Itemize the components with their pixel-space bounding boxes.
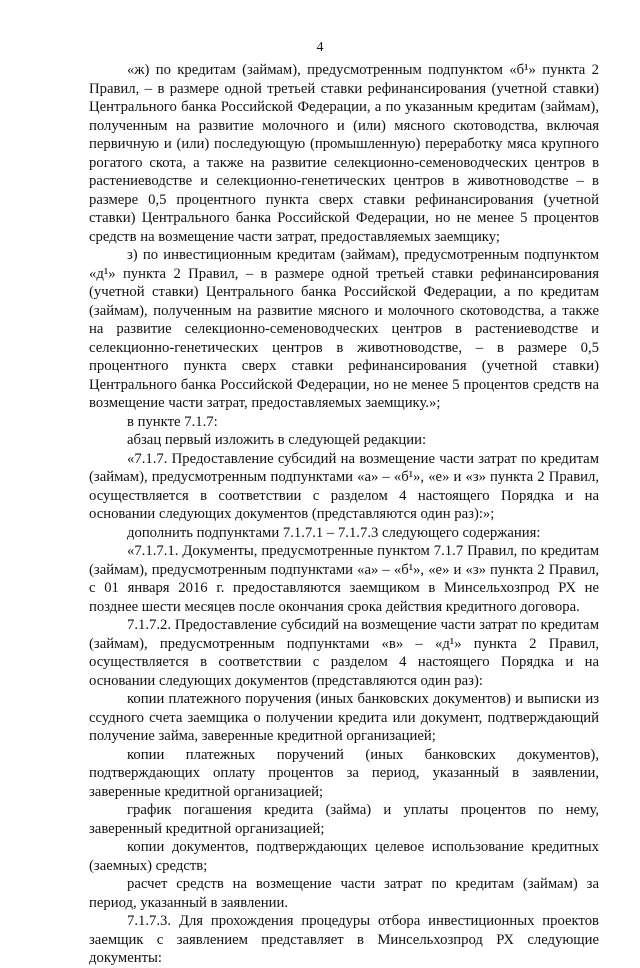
paragraph-z: з) по инвестиционным кредитам (займам), предусмотренным подпунктом «д¹» пункта 2 Правил, – в размере одной третьей ставки рефинансирования (учетной ставки) Центрального банка Российской Федерации, а по кредитам (займам), полученным на развитие мясного и молочного скотоводства, а также на развитие селекционно-семеноводческих центров в растениеводстве и селекционно-генетических центров в животноводстве, – в размере 0,5 процентного пункта сверх ставки рефинансирования (учетной ставки) Центрального банка Российской Федерации, но не менее 5 процентов средств на возмещение части затрат, предоставляемых заемщику.»;	[89, 247, 599, 411]
paragraph-zh: «ж) по кредитам (займам), предусмотренным подпунктом «б¹» пункта 2 Правил, – в размере одной третьей ставки рефинансирования (учетной ставки) Центрального банка Российской Федерации, а по указанным кредитам (займам), полученным на развитие молочного и (или) мясного скотоводства, включая первичную и (или) последующую (промышленную) переработку мяса крупного рогатого скота, а также на развитие селекционно-семеноводческих центров в растениеводстве и селекционно-генетических центров в животноводстве – в размере 0,5 процентного пункта сверх ставки рефинансирования (учетной ставки) Центрального банка Российской Федерации, но не менее 5 процентов средств на возмещение части затрат, предоставляемых заемщику;	[89, 62, 599, 245]
page-number: 4	[316, 40, 324, 55]
list-item-repayment-schedule: график погашения кредита (займа) и уплаты процентов по нему, заверенный кредитной организацией;	[89, 802, 599, 837]
list-item-payment-orders: копии платежного поручения (иных банковских документов) и выписки из ссудного счета заемщика о получении кредита или документ, подтверждающий получение займа, заверенные кредитной организацией;	[89, 691, 599, 744]
paragraph-supplement: дополнить подпунктами 7.1.7.1 – 7.1.7.3 следующего содержания:	[127, 524, 541, 541]
paragraph-7-1-7-2: 7.1.7.2. Предоставление субсидий на возмещение части затрат по кредитам (займам), предусмотренным подпунктами «в» – «д¹» пункта 2 Правил, осуществляется в соответствии с разделом 4 настоящего Порядка и на основании следующих документов (представляются один раз):	[89, 617, 599, 689]
paragraph-7-1-7: «7.1.7. Предоставление субсидий на возмещение части затрат по кредитам (займам), предусмотренным подпунктами «а» – «б¹», «е» и «з» пункта 2 Правил, осуществляется в соответствии с разделом 4 настоящего Порядка и на основании следующих документов (представляются один раз):»;	[89, 450, 599, 522]
list-item-interest-payments: копии платежных поручений (иных банковских документов), подтверждающих оплату процентов за период, указанный в заявлении, заверенные кредитной организацией;	[89, 746, 599, 800]
paragraph-7-1-7-3: 7.1.7.3. Для прохождения процедуры отбора инвестиционных проектов заемщик с заявлением представляет в Минсельхозпрод РХ следующие документы:	[89, 913, 599, 966]
document-body	[89, 61, 599, 968]
paragraph-first-abzac: абзац первый изложить в следующей редакции:	[127, 432, 427, 448]
paragraph-7-1-7-1: «7.1.7.1. Документы, предусмотренные пунктом 7.1.7 Правил, по кредитам (займам), предусмотренным подпунктами «а» – «б¹», «е» и «з» пункта 2 Правил, с 01 января 2016 г. предоставляются заемщиком в Минсельхозпрод РХ не позднее шести месяцев после окончания срока действия кредитного договора.	[89, 543, 599, 615]
paragraph-in-point: в пункте 7.1.7:	[127, 413, 218, 430]
list-item-calculation: расчет средств на возмещение части затрат по кредитам (займам) за период, указанный в заявлении.	[89, 876, 599, 911]
list-item-target-use: копии документов, подтверждающих целевое использование кредитных (заемных) средств;	[89, 839, 599, 874]
